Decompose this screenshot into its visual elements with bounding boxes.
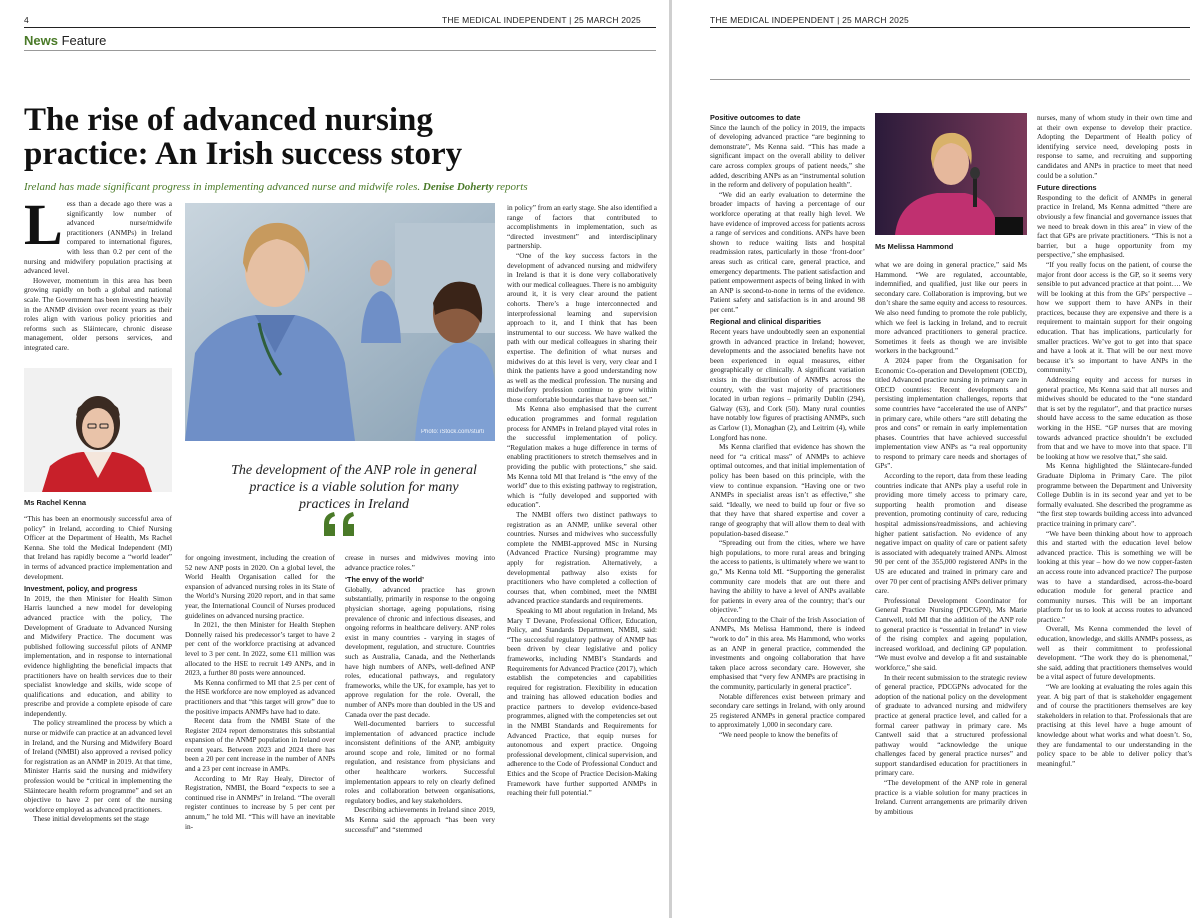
paragraph: Speaking to MI about regulation in Ireland, Ms Mary T Devane, Professional Officer, Education, Policy, and Standards Department, NMBI, said: “The successful regulatory pathway of ANMP has been driven by clear legislative and policy frameworks, including NMBI’s Standards and Requirements for Advanced Practice (2017), which establish the competencies and capabilities required for registration. Flexibility in education and training has allowed education bodies and practice partners to develop evidence-based programmes, aligned with the competencies set out in the NMBI Standards and Requirements for Advanced Practice, that equip nurses for autonomous and expert practice. Ongoing professional development, clinical supervision, and adherence to the Code of Professional Conduct and Ethics and the Scope of Practice Decision-Making Framework have further supported ANMPs in reaching their full potential.” xyxy=(507,605,657,798)
paragraph: “One of the key success factors in the development of advanced nursing and midwifery in Ireland is that it is done very collaboratively with our medical colleagues. There is no ambiguity around it, it is very clear around the patient cohorts. There’s a huge interconnected and interprofessional learning and supervision approach to it, and I think that has been instrumental to our success. We have walked the path with our medical colleagues in sharing their expertise. The definition of what nurses and midwives do at this level is very, very clear and I think the patients have a good understanding now as well as the medical profession. The nursing and midwifery profession continue to grow within those comfortable boundaries that have been set.” xyxy=(507,250,657,404)
paragraph: “We need people to know the benefits of xyxy=(719,730,838,739)
running-head: THE MEDICAL INDEPENDENT | 25 MARCH 2025 xyxy=(442,15,641,25)
section-news: News xyxy=(24,33,58,48)
paragraph: In 2021, the then Minister for Health Stephen Donnelly raised his predecessor’s target to have 2 per cent of the workforce practising at advanced level to 3 per cent. In 2022, some €11 million was allocated to the HSE to recruit 149 ANPs, and in 2023, a further 80 posts were announced. xyxy=(185,620,335,678)
article-col1-top xyxy=(24,199,172,361)
subhead-future: Future directions xyxy=(1037,183,1097,193)
paragraph: Recent years have undoubtedly seen an exponential growth in advanced practice in Ireland; however, developments and the associated benefits have not been experienced in equal measures, either geographically or clinically. A significant variation exists in the distribution of ANMPs across the country, with the vast majority of practitioners located in urban regions – primarily Dublin (294), Galway (63), and Cork (50). Many rural counties have notably low figures of practising ANMPs, such as Carlow (1), Monaghan (2), and Leitrim (4), while Longford has none. xyxy=(710,327,865,442)
page-number: 4 xyxy=(24,15,29,25)
article-col2-bottom xyxy=(185,553,335,913)
paragraph: in policy” from an early stage. She also identified a range of factors that contributed to accomplishments in implementation, such as “directed investment” and interdisciplinary partnership. xyxy=(507,203,657,251)
standfirst xyxy=(24,181,654,193)
section-rule xyxy=(24,50,656,51)
paragraph: “This has been an enormously successful area of policy” in Ireland, according to Chief Nursing Officer at the Department of Health, Ms Rachel Kenna. She told the Medical Independent (MI) that Ireland has rapidly become a “world leader” in terms of advanced practice implementation and development. xyxy=(24,514,172,581)
pull-quote: The development of the ANP role in general practice is a viable solution for many practices in Ireland xyxy=(231,463,477,512)
paragraph: for ongoing investment, including the creation of 52 new ANP posts in 2020. On a global level, the World Health Organisation called for the expansion of advanced nursing roles in its State of the World’s Nursing 2020 report, and in that same year, the International Council of Nurses produced guidelines on advanced nursing practice. xyxy=(185,553,335,620)
photo-rachel-kenna xyxy=(24,368,172,492)
intro-paragraph: Less than a decade ago there was a significantly low number of advanced nurse/midwife practitioners (ANMPs) in Ireland compared to international figures, with less than 0.2 per cent of the nursing and midwifery population practising at advanced level. xyxy=(24,199,172,276)
article-col4 xyxy=(507,203,657,913)
paragraph: Ms Kenna confirmed to MI that 2.5 per cent of the HSE workforce are now employed as advanced practitioners and that “this target will grow” due to the positive impacts ANMPs have had to date. xyxy=(185,677,335,716)
paragraph: Recent data from the NMBI State of the Register 2024 report demonstrates this substantial expansion of the ANMP population in Ireland over recent years. Between 2023 and 2024 there has been a 20 per cent increase in the number of ANPs and a 23 per cent increase in AMPs. xyxy=(185,716,335,774)
paragraph: Well-documented barriers to successful implementation of advanced practice include inconsistent definitions of the ANP, ambiguity around scope and role, limited or no formal regulation, and resistance from physicians and other healthcare workers. Successful implementation appears to rely on clearly defined roles and collaboration between organisations, regulatory bodies, and key stakeholders. xyxy=(345,719,495,805)
paragraph: “The development of the ANP role in general practice is a viable solution for many practices in Ireland. Current arrangements are primarily driven by ambitious xyxy=(875,778,1027,816)
article-right-col3 xyxy=(1037,113,1192,913)
paragraph: These initial developments set the stage xyxy=(33,814,150,824)
nurses-illustration xyxy=(185,203,495,441)
paragraph: Overall, Ms Kenna commended the level of education, knowledge, and skills ANMPs possess, as well as their commitment to professional development. “The work they do is phenomenal,” she said, adding that practitioners themselves would be a vital aspect of future developments. xyxy=(1037,624,1192,682)
paragraph: “We did an early evaluation to determine the broader impacts of having a percentage of our workforce operating at that really high level. We have evidence of improved access for patients across a range of services and conditions. ANPs have been shown to reduce waiting lists and hospital readmission rates, particularly in those ‘front-door’ areas such as critical care, general practice, and emergency departments. The patient satisfaction and patient empowerment aspects of being linked in with an ANP is second-to-none in terms of the evidence. Patient safety and satisfaction is in and around 98 per cent.” xyxy=(710,189,865,314)
portrait-illustration xyxy=(875,113,1027,235)
paragraph: Ms Kenna also emphasised that the current education programmes and formal regulation process for ANMPs in Ireland played vital roles in the successful implementation of policy. “Regulation makes a huge difference in terms of enabling practitioners to stretch themselves and in providing the public with protections,” she said. Ms Kenna told MI that Ireland is “the envy of the world” due to this existing pathway to registration, which is “fully developed and supported with education”. xyxy=(507,404,657,510)
paragraph: nurses, many of whom study in their own time and at their own expense to develop their practice. Adopting the Department of Health policy of identifying service need, developing posts in response to same, and recruiting and supporting candidates and ANPs in practice to meet that need could be a solution.” xyxy=(1037,113,1192,180)
paragraph: Ms Kenna highlighted the Sláintecare-funded Graduate Diploma in Primary Care. The pilot programme between the Department and University College Dublin is in its second year and yet to be formally evaluated. She described the programme as “the first step towards building access into advanced practice training in primary care”. xyxy=(1037,461,1192,528)
paragraph: According to Mr Ray Healy, Director of Registration, NMBI, the Board “expects to see a continued rise in ANMPs” in Ireland. “The overall register continues to increase by 5 per cent per annum,” he told MI. “This will have an inevitable in- xyxy=(185,773,335,831)
paragraph: Notable differences exist between primary and secondary care settings in Ireland, with only around 25 registered ANMPs in general practice compared to approximately 1,000 in secondary care. xyxy=(710,691,865,730)
subhead-regional: Regional and clinical disparities xyxy=(710,317,822,327)
portrait-illustration xyxy=(24,368,172,492)
paragraph: Globally, advanced practice has grown substantially, primarily in response to the ongoing physician shortage, ageing populations, rising prevalence of chronic and infectious diseases, and ongoing reforms in healthcare delivery. ANP roles exist in many countries - varying in stages of development, regulation, and structure. Countries such as Australia, Canada, and the Netherlands have high numbers of ANPs, well-defined ANP roles, educational pathways, and regulatory frameworks, while the UK, for example, has yet to approve regulation for the role. Overall, the number of ANPs more than doubled in the US and Canada over the past decade. xyxy=(345,584,495,719)
subhead-positive-outcomes: Positive outcomes to date xyxy=(710,113,801,122)
paragraph: “We have been thinking about how to approach this and started with the education level below advanced practice. This is something we will be looking at this year – how do we now copper-fasten an access route into advanced practice? The purpose was to have a standardised, across-the-board education module for general practice and community nurses. This will be an important platform for us to look at access routes to advanced practice.” xyxy=(1037,528,1192,624)
paragraph: “Spreading out from the cities, where we have high populations, to more rural areas and bringing the access to patients, is ultimately where we want to go,” Ms Kenna told MI. “Supporting the generalist community care models that are out there and having the ability to have a level of ANPs available for patients in every area of the country; that’s our objective.” xyxy=(710,538,865,615)
quote-marks-icon xyxy=(322,510,358,538)
subhead-envy: ‘The envy of the world’ xyxy=(345,575,425,585)
running-head: THE MEDICAL INDEPENDENT | 25 MARCH 2025 xyxy=(710,15,909,25)
photo-credit: Photo: iStock.com/sturti xyxy=(421,429,485,435)
paragraph: A 2024 paper from the Organisation for Economic Co-operation and Development (OECD), titled Advanced practice nursing in primary care in OECD countries: Recent developments and persisting implementation challenges, reports that some countries have “accelerated the use of ANPs” in primary care, while others “are still debating the pros and cons” or remain in early implementation phases. Countries that have achieved successful implementation view ANPs as “a real opportunity to respond to primary care needs and shortages of GPs”. xyxy=(875,355,1027,471)
paragraph: According to the Chair of the Irish Association of ANMPs, Ms Melissa Hammond, there is indeed “work to do” in this area. Ms Hammond, who works as an ANP in general practice, commended the investments and ongoing collaboration that have taken place across secondary care. However, she emphasised that “very few ANMPs are practising in the community, particularly in general practice”. xyxy=(710,614,865,692)
paragraph: Addressing equity and access for nurses in general practice, Ms Kenna said that all nurses and midwives should be educated to the “one standard that is set by the regulator”, and that practice nurses should have access to the same education as those working in the HSE. “GP nurses that are moving towards advanced practice shouldn’t be excluded from that and we have to move into that space. I’ll be looking at how we resolve that,” she said. xyxy=(1037,375,1192,461)
paragraph: However, momentum in this area has been growing rapidly on both a global and national scale. The Government has been investing heavily in the ANMP division over recent years as their roles align with various policy priorities and reforms such as Sláintecare, chronic disease management, older persons services, and integrated care. xyxy=(24,275,172,352)
byline-reports: reports xyxy=(496,181,528,193)
header-rule xyxy=(710,27,1190,28)
article-col3-bottom xyxy=(345,553,495,913)
section-rule xyxy=(710,79,1190,80)
header-rule xyxy=(24,27,656,28)
paragraph: The policy streamlined the process by which a nurse or midwife can practice at an advanced level in Ireland, and the Nursing and Midwifery Board of Ireland (NMBI) also approved a revised policy for registration as an ANMP in 2019. At that time, Minister Harris said the nursing and midwifery profession would be “critical in implementing the Sláintecare health reform programme” and set an objective to have 2 per cent of the nursing workforce employed as advanced practitioners. xyxy=(24,718,172,814)
byline: Denise Doherty xyxy=(422,181,494,193)
paragraph: Since the launch of the policy in 2019, the impacts of developing advanced practice “are beginning to demonstrate”, Ms Kenna said. “This has made a significant impact on the overall ability to deliver care across complex groups of patient needs,” she added, describing ANPs as an “instrumental solution in the reform and delivery of population health”. xyxy=(710,122,865,190)
article-col1-bottom xyxy=(24,514,172,912)
paragraph: In 2019, the then Minister for Health Simon Harris launched a new model for developing advanced practice with the policy, The Development of Graduate to Advanced Nursing and Midwifery Practice. The document was published following successful pilots of ANMP implementation, and in response to international evidence highlighting the beneficial impacts that practitioners have on health services due to their specialist knowledge and skills, wide scope of qualifications and education, and ability to prescribe and provide a complete episode of care independently. xyxy=(24,593,172,718)
article-right-col1 xyxy=(710,113,865,913)
caption-kenna: Ms Rachel Kenna xyxy=(24,498,87,507)
right-page xyxy=(672,0,1200,918)
section-feature: Feature xyxy=(61,33,107,48)
caption-hammond: Ms Melissa Hammond xyxy=(875,242,954,251)
paragraph: In their recent submission to the strategic review of general practice, PDCGPNs advocated for the adoption of the national policy on the development of graduate to advanced nursing and midwifery practice at general practice level, and called for a formal career pathway in primary care. Ms Cantwell said that a structured professional pathway would “acknowledge the unique challenges faced by general practice nurses” and support standardised education for practitioners in primary care. xyxy=(875,672,1027,778)
paragraph: crease in nurses and midwives moving into advance practice roles.” xyxy=(345,553,495,572)
standfirst-text: Ireland has made significant progress in implementing advanced nurse and midwife roles. xyxy=(24,181,421,193)
photo-nurses xyxy=(185,203,495,441)
drop-cap: L xyxy=(24,199,63,257)
paragraph: “We are looking at evaluating the roles again this year. A big part of that is stakeholder engagement and of course the practitioners themselves are key stakeholders in relation to that. Professionals that are practising at this level have a huge amount of knowledge about what works and what doesn’t. So, they are fundamental to our understanding in the policy space to be able to deliver policy that’s meaningful.” xyxy=(1037,682,1192,768)
headline: The rise of advanced nursing practice: An Irish success story xyxy=(24,102,463,172)
subhead-investment: Investment, policy, and progress xyxy=(24,584,138,594)
photo-melissa-hammond xyxy=(875,113,1027,235)
paragraph: what we are doing in general practice,” said Ms Hammond. “We are regulated, accountable, indemnified, and qualified, just like our peers in secondary care. Collaboration is improving, but we don’t share the same equity and access to resources. We also need funding to promote the role publicly, which we feel is lacking in Ireland, and to recruit more advanced practitioners to general practice. Sometimes it feels as though we are invisible workers in the background.” xyxy=(875,260,1027,356)
paragraph: According to the report, data from these leading countries indicate that ANPs play a useful role in providing more timely access to primary care, supporting health promotion and disease prevention, promoting continuity of care, reducing hospital admissions/readmissions, and achieving higher patient satisfaction. No evidence of any negative impact on quality of care or patient safety is associated with adequately trained ANPs. Almost 90 per cent of the 355,000 registered ANPs in the US are educated and trained in primary care and over 70 per cent of practising ANPs deliver primary care. xyxy=(875,471,1027,596)
paragraph: The NMBI offers two distinct pathways to registration as an ANMP, unlike several other countries. Nurses and midwives who successfully complete the NMBI-approved MSc in Nursing (Advanced Practice Nursing) programme may apply for registration. Alternatively, a developmental pathway also exists for practitioners who have completed a collection of courses that, when combined, meet the NMBI advanced practice standards and requirements. xyxy=(507,510,657,606)
paragraph: Professional Development Coordinator for General Practice Nursing (PDCGPN), Ms Marie Cantwell, told MI that the addition of the ANP role to general practice is “essential in Ireland” in view of the rising complex and ageing population, increased workload, and declining GP population. “We must evolve and develop a fit and sustainable workforce,” she said. xyxy=(875,595,1027,672)
section-label xyxy=(24,33,106,48)
paragraph: “If you really focus on the patient, of course the major front door access is the GP, so it seems very sensible to put advanced practice at that point…. We will be looking at this from the GPs’ perspective – how we support them to have ANPs in their practices, because they are expensive and there is a requirement to maintain support for their ongoing education. That has implications, particularly for smaller practices. We’ve got to get into that space and have a look at it. That will be our next move because it’s so important to have ANPs in the community.” xyxy=(1037,259,1192,375)
article-right-col2 xyxy=(875,260,1027,913)
paragraph: Describing achievements in Ireland since 2019, Ms Kenna said the approach “has been very successful” and “stemmed xyxy=(345,805,495,834)
paragraph: Responding to the deficit of ANMPs in general practice in Ireland, Ms Kenna admitted “there are obviously a few financial and governance issues that we need to break down in this area” in view of the fact that GPs are private practitioners. “This is not a barrier, but a huge opportunity from my perspective,” she emphasised. xyxy=(1037,192,1192,260)
paragraph: Ms Kenna clarified that evidence has shown the need for “a critical mass” of ANMPs to achieve optimal outcomes, and that initial implementation of policy has been based on this principle, with the view to continue expansion. “Having one or two ANMPs in specialist areas isn’t as effective,” she said. “Ideally, we need to build up four or five so that they have that shared expertise and cover a range of geography that will allow them to deal with population-based disease.” xyxy=(710,442,865,538)
